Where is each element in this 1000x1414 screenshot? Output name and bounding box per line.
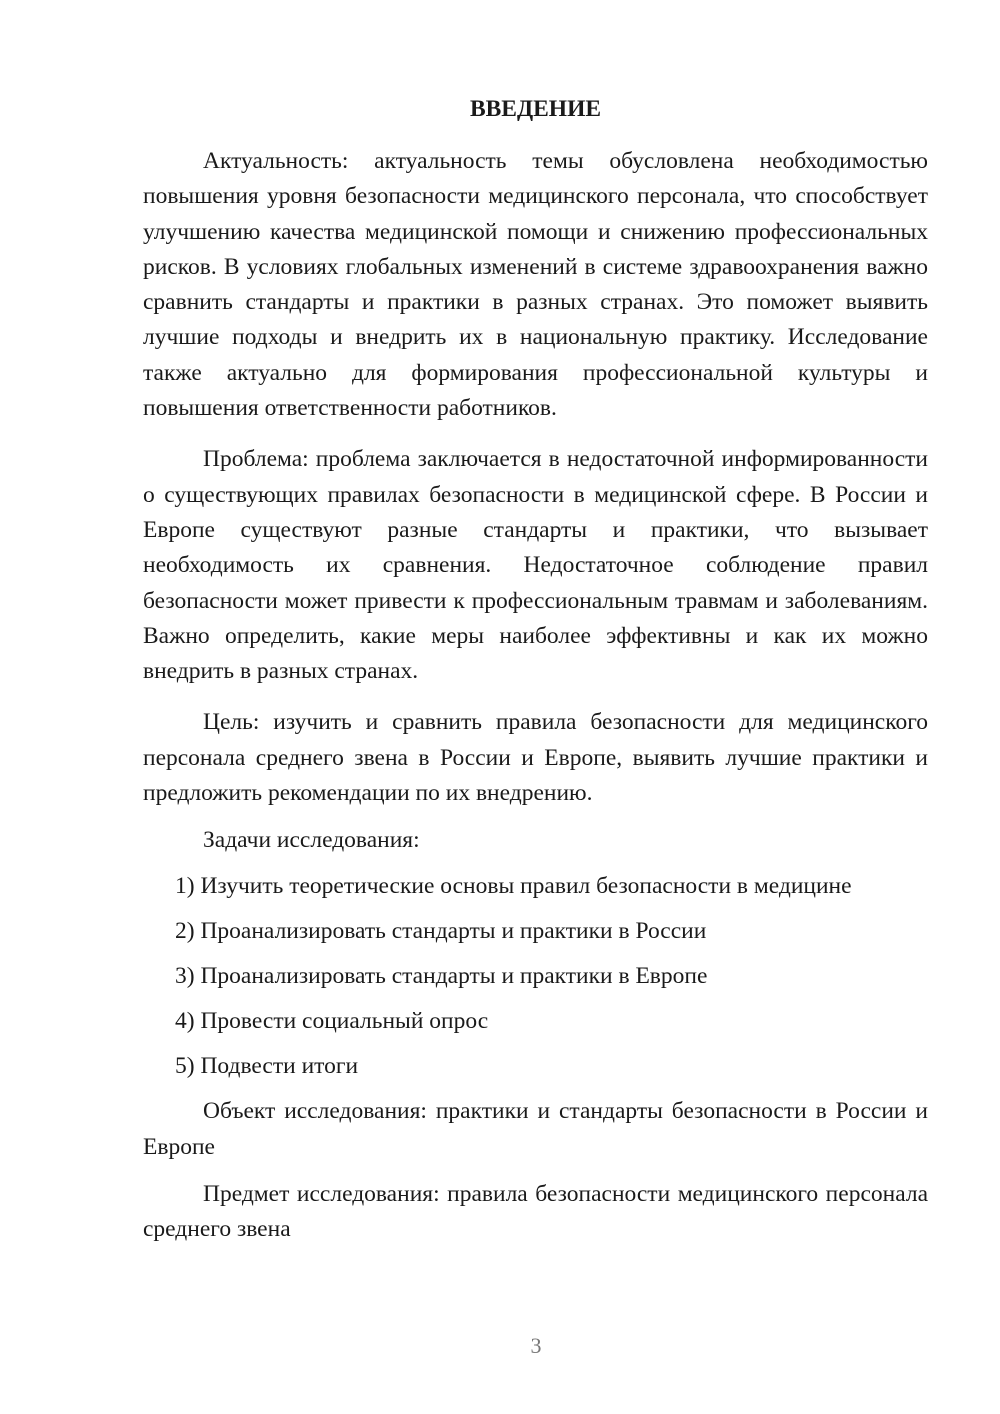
task-item: 1) Изучить теоретические основы правил безопасности в медицине — [175, 873, 852, 900]
page-number: 3 — [530, 1333, 542, 1358]
goal-paragraph: Цель: изучить и сравнить правила безопасности для медицинского персонала среднего звена в России и Европе, выявить лучшие практики и предложить рекомендации по их внедрению. — [143, 709, 928, 807]
task-item: 3) Проанализировать стандарты и практики в Европе — [175, 963, 708, 990]
page-content — [143, 92, 928, 1264]
object-paragraph: Объект исследования: практики и стандарты безопасности в России и Европе — [143, 1098, 928, 1160]
tasks-heading: Задачи исследования: — [203, 827, 420, 854]
subject-paragraph: Предмет исследования: правила безопасности медицинского персонала среднего звена — [143, 1180, 928, 1243]
problem-paragraph: Проблема: проблема заключается в недостаточной информированности о существующих правилах безопасности в медицинской сфере. В России и Европе существуют разные стандарты и практики, что вызывает необходимость их сравнения. Недостаточное соблюдение правил безопасности может привести к профессиональным травмам и заболеваниям. Важно определить, какие меры наиболее эффективны и как их можно внедрить в разных странах. — [143, 446, 928, 685]
relevance-paragraph: Актуальность: актуальность темы обусловлена необходимостью повышения уровня безопасности медицинского персонала, что способствует улучшению качества медицинской помощи и снижению профессиональных рисков. В условиях глобальных изменений в системе здравоохранения важно сравнить стандарты и практики в разных странах. Это поможет выявить лучшие подходы и внедрить их в национальную практику. Исследование также актуально для формирования профессиональной культуры и повышения ответственности работников. — [143, 148, 928, 422]
task-item: 5) Подвести итоги — [175, 1053, 359, 1080]
task-item: 2) Проанализировать стандарты и практики в России — [175, 918, 707, 945]
task-item: 4) Провести социальный опрос — [175, 1008, 489, 1035]
tasks-list — [143, 869, 928, 1084]
page-title: ВВЕДЕНИЕ — [469, 96, 602, 122]
